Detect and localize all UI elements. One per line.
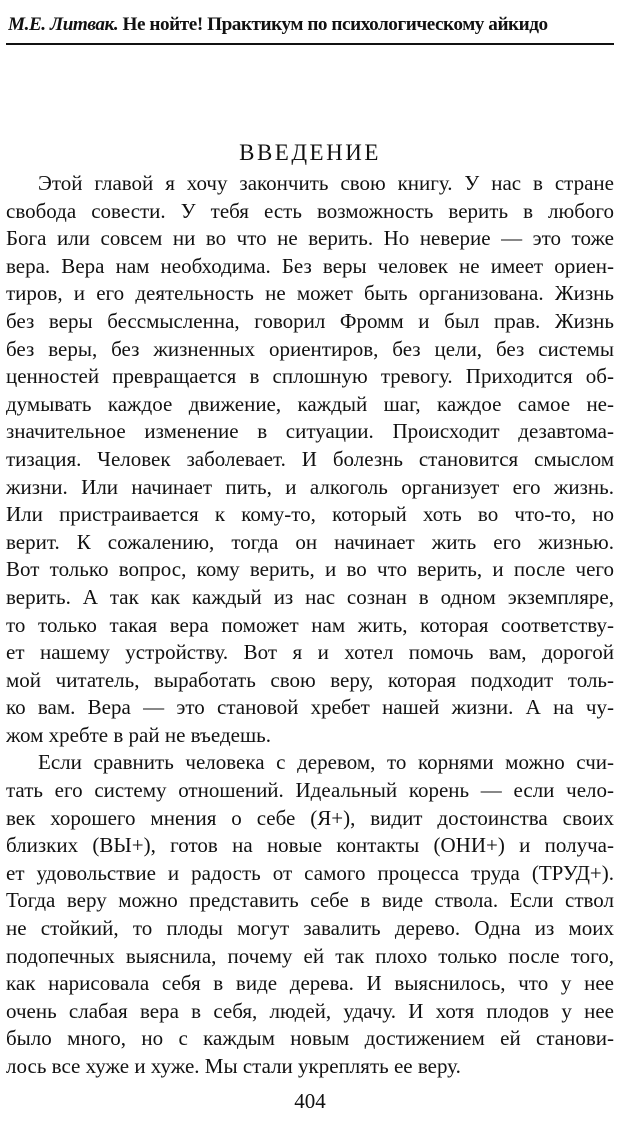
text-line: ет удовольствие и радость от самого процесса труда (ТРУД+). bbox=[6, 860, 614, 885]
paragraph bbox=[6, 749, 614, 1080]
chapter-title: ВВЕДЕНИЕ bbox=[239, 140, 381, 166]
text-line: близких (ВЫ+), готов на новые контакты (ОНИ+) и получа- bbox=[6, 833, 614, 858]
body-text bbox=[6, 170, 614, 1081]
text-line: Тогда веру можно представить себе в виде ствола. Если ствол bbox=[6, 888, 614, 913]
text-line: без веры бессмысленна, говорил Фромм и был прав. Жизнь bbox=[6, 308, 614, 333]
running-header-title: Не нойте! Практикум по психологическому айкидо bbox=[122, 14, 548, 35]
text-line: не стойкий, то плоды могут завалить дерево. Одна из моих bbox=[6, 916, 614, 941]
page-number: 404 bbox=[294, 1089, 326, 1113]
text-line: век хорошего мнения о себе (Я+), видит достоинства своих bbox=[6, 805, 614, 830]
running-header-author: М.Е. Литвак. bbox=[8, 14, 119, 35]
text-line: Или пристраивается к кому-то, который хоть во что-то, но bbox=[6, 502, 614, 527]
running-header bbox=[8, 12, 612, 38]
text-line: ко вам. Вера — это становой хребет нашей жизни. А на чу- bbox=[6, 695, 614, 720]
text-line: лось все хуже и хуже. Мы стали укреплять ее веру. bbox=[6, 1054, 461, 1078]
text-line: ет нашему устройству. Вот я и хотел помочь вам, дорогой bbox=[6, 640, 614, 665]
text-line: подопечных выяснила, почему ей так плохо только после того, bbox=[6, 943, 614, 968]
text-line: было много, но с каждым новым достижением ей станови- bbox=[6, 1026, 614, 1051]
text-line: тизация. Человек заболевает. И болезнь становится смыслом bbox=[6, 446, 614, 471]
text-line: как нарисовала себя в виде дерева. И выяснилось, что у нее bbox=[6, 971, 614, 996]
header-divider bbox=[6, 43, 614, 45]
text-line: Этой главой я хочу закончить свою книгу. У нас в стране bbox=[38, 171, 614, 195]
text-line: тиров, и его деятельность не может быть организована. Жизнь bbox=[6, 281, 614, 306]
text-line: жом хребте в рай не въедешь. bbox=[6, 722, 271, 747]
text-line: тать его систему отношений. Идеальный корень — если чело- bbox=[6, 778, 614, 803]
text-line: без веры, без жизненных ориентиров, без цели, без системы bbox=[6, 336, 614, 361]
text-line: Если сравнить человека с деревом, то корнями можно счи- bbox=[38, 750, 614, 775]
text-line: верить. А так как каждый из нас сознан в одном экземпляре, bbox=[6, 584, 614, 609]
text-line: Бога или совсем ни во что не верить. Но неверие — это тоже bbox=[6, 226, 614, 251]
text-line: то только такая вера поможет нам жить, которая соответству- bbox=[6, 612, 614, 637]
text-line: очень слабая вера в себя, людей, удачу. И хотя плодов у нее bbox=[6, 998, 614, 1023]
text-line: жизни. Или начинает пить, и алкоголь организует его жизнь. bbox=[6, 474, 614, 499]
text-line: значительное изменение в ситуации. Происходит дезавтома- bbox=[6, 419, 614, 444]
text-line: мой читатель, выработать свою веру, которая подходит толь- bbox=[6, 667, 614, 692]
paragraph bbox=[6, 170, 614, 749]
text-line: Вот только вопрос, кому верить, и во что верить, и после чего bbox=[6, 557, 614, 582]
text-line: ценностей превращается в сплошную тревогу. Приходится об- bbox=[6, 364, 614, 389]
text-line: свобода совести. У тебя есть возможность верить в любого bbox=[6, 198, 614, 223]
text-line: думывать каждое движение, каждый шаг, каждое самое не- bbox=[6, 391, 614, 416]
text-line: вера. Вера нам необходима. Без веры человек не имеет ориен- bbox=[6, 253, 614, 278]
text-line: верит. К сожалению, тогда он начинает жить его жизнью. bbox=[6, 529, 614, 554]
